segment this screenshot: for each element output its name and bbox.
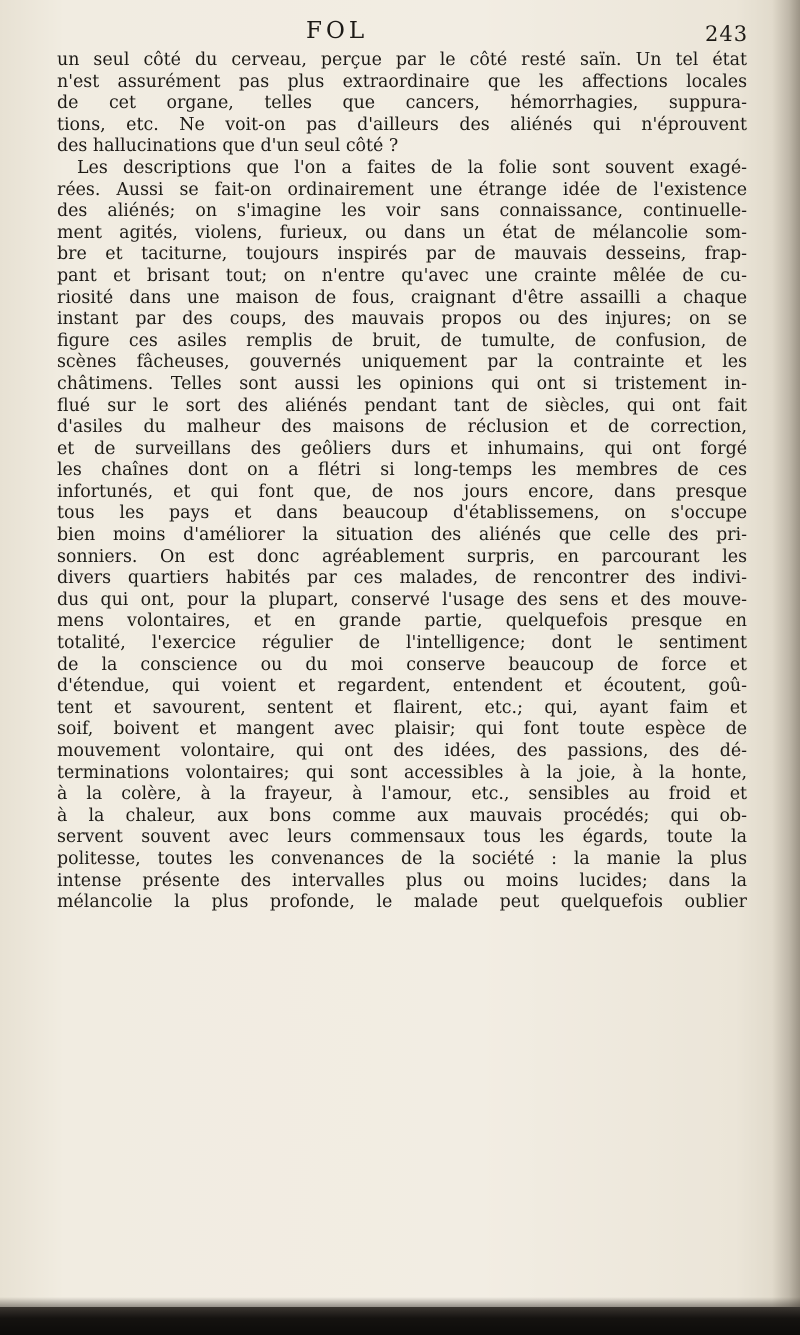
- text-line: de cet organe, telles que cancers, hémorrhagies, suppura-: [57, 93, 747, 114]
- text-line: terminations volontaires; qui sont accessibles à la joie, à la honte,: [57, 762, 747, 783]
- text-line: intense présente des intervalles plus ou moins lucides; dans la: [57, 870, 747, 891]
- text-line: tous les pays et dans beaucoup d'établissemens, on s'occupe: [57, 503, 747, 524]
- text-line: soif, boivent et mangent avec plaisir; qui font toute espèce de: [57, 719, 747, 740]
- text-line: d'asiles du malheur des maisons de réclusion et de correction,: [57, 417, 747, 438]
- text-line: et de surveillans des geôliers durs et inhumains, qui ont forgé: [57, 438, 747, 459]
- text-line: mouvement volontaire, qui ont des idées, des passions, des dé-: [57, 741, 747, 761]
- page-bottom-shadow: [0, 1307, 800, 1335]
- text-line: riosité dans une maison de fous, craignant d'être assailli a chaque: [57, 287, 747, 308]
- page-number: 243: [705, 22, 749, 46]
- text-line: mélancolie la plus profonde, le malade peut quelquefois oublier: [57, 892, 747, 913]
- text-line: mens volontaires, et en grande partie, quelquefois presque en: [57, 611, 747, 632]
- body-text: [57, 50, 747, 914]
- text-line: instant par des coups, des mauvais propos ou des injures; on se: [57, 309, 747, 330]
- text-line: bre et taciturne, toujours inspirés par de mauvais desseins, frap-: [57, 244, 747, 265]
- text-line: n'est assurément pas plus extraordinaire que les affections locales: [57, 71, 747, 92]
- text-line: châtimens. Telles sont aussi les opinions qui ont si tristement in-: [57, 373, 747, 394]
- text-line: de la conscience ou du moi conserve beaucoup de force et: [57, 654, 747, 675]
- text-line: tent et savourent, sentent et flairent, etc.; qui, ayant faim et: [57, 697, 747, 718]
- page-header: [0, 18, 800, 48]
- text-line: ment agités, violens, furieux, ou dans un état de mélancolie som-: [57, 222, 747, 243]
- page-edge-shadow: [772, 0, 800, 1335]
- text-line: les chaînes dont on a flétri si long-temps les membres de ces: [57, 460, 747, 481]
- text-line: à la chaleur, aux bons comme aux mauvais procédés; qui ob-: [57, 805, 747, 826]
- text-line: d'étendue, qui voient et regardent, entendent et écoutent, goû-: [57, 676, 747, 697]
- text-line: figure ces asiles remplis de bruit, de tumulte, de confusion, de: [57, 330, 747, 351]
- text-line: infortunés, et qui font que, de nos jours encore, dans presque: [57, 481, 747, 502]
- text-line: politesse, toutes les convenances de la société : la manie la plus: [57, 848, 747, 869]
- text-line: un seul côté du cerveau, perçue par le côté resté saïn. Un tel état: [57, 50, 747, 70]
- text-line: totalité, l'exercice régulier de l'intelligence; dont le sentiment: [57, 633, 747, 654]
- text-line: servent souvent avec leurs commensaux tous les égards, toute la: [57, 827, 747, 848]
- text-line: des aliénés; on s'imagine les voir sans connaissance, continuelle-: [57, 201, 747, 222]
- text-line: bien moins d'améliorer la situation des aliénés que celle des pri-: [57, 525, 747, 546]
- text-line: scènes fâcheuses, gouvernés uniquement par la contrainte et les: [57, 352, 747, 373]
- text-line: rées. Aussi se fait-on ordinairement une étrange idée de l'existence: [57, 179, 747, 200]
- text-line: à la colère, à la frayeur, à l'amour, etc., sensibles au froid et: [57, 784, 747, 805]
- text-line: divers quartiers habités par ces malades, de rencontrer des indivi-: [57, 568, 747, 589]
- text-line: flué sur le sort des aliénés pendant tant de siècles, qui ont fait: [57, 395, 747, 416]
- text-line: sonniers. On est donc agréablement surpris, en parcourant les: [57, 546, 747, 567]
- text-line: tions, etc. Ne voit-on pas d'ailleurs des aliénés qui n'éprouvent: [57, 114, 747, 135]
- running-head: FOL: [306, 18, 369, 44]
- text-line: dus qui ont, pour la plupart, conservé l'usage des sens et des mouve-: [57, 589, 747, 610]
- text-line: pant et brisant tout; on n'entre qu'avec une crainte mêlée de cu-: [57, 265, 747, 286]
- text-line: des hallucinations que d'un seul côté ?: [57, 136, 399, 157]
- text-line: Les descriptions que l'on a faites de la folie sont souvent exagé-: [77, 157, 747, 178]
